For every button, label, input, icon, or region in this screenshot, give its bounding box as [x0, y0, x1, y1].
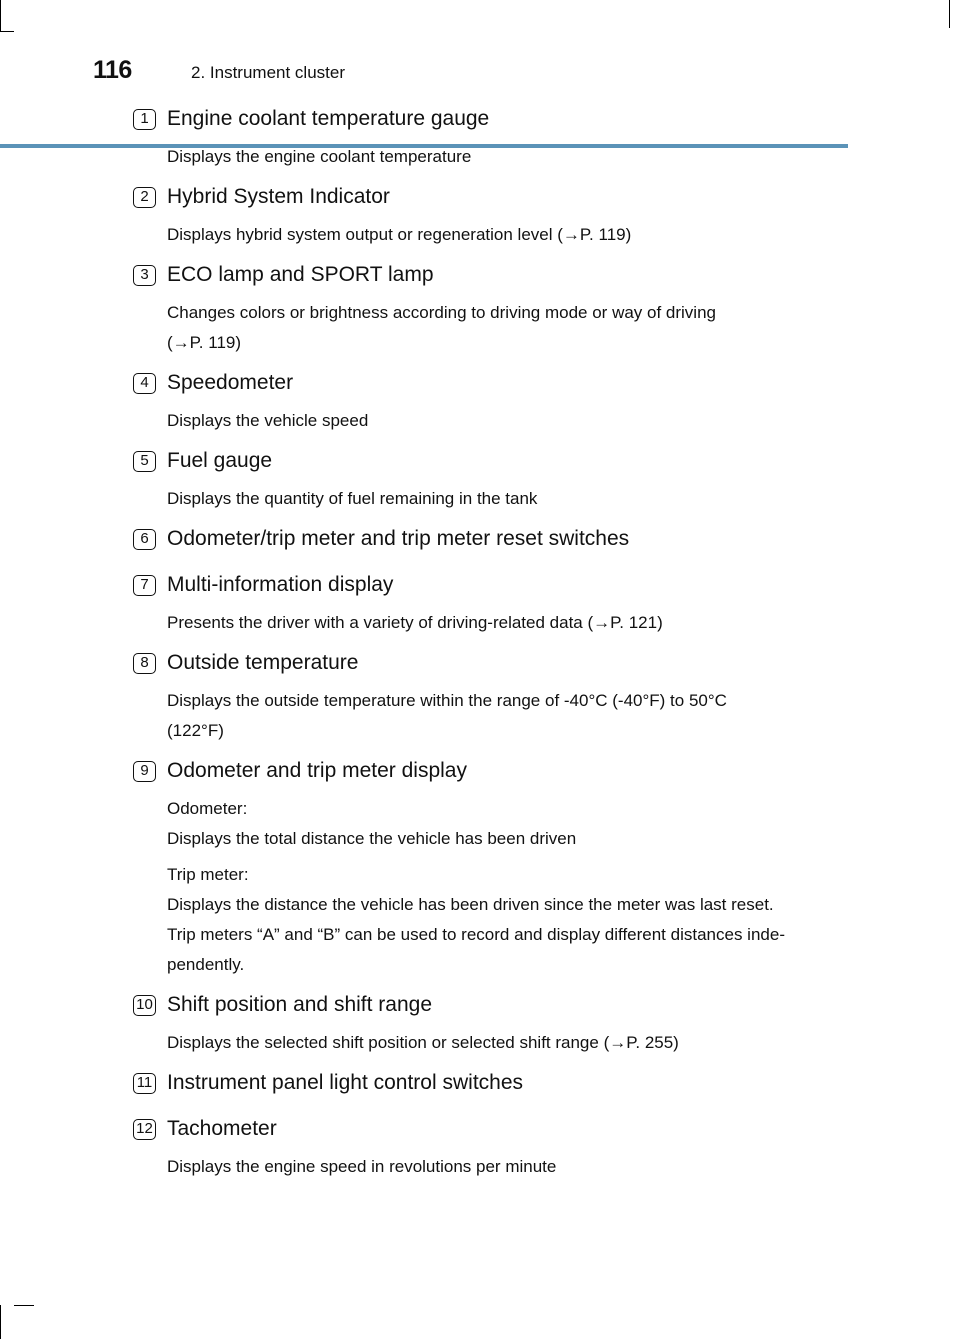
item-description-line: Presents the driver with a variety of driving-related data (→P. 121)	[167, 613, 663, 632]
item-description-line: Displays the engine speed in revolutions per minute	[167, 1157, 557, 1176]
item-description-line: Displays the quantity of fuel remaining in the tank	[167, 489, 538, 508]
item-number-badge: 8	[133, 653, 156, 674]
item-heading	[133, 178, 843, 218]
item-description-line: Displays the distance the vehicle has been driven since the meter was last reset.	[167, 895, 774, 914]
item-number-badge: 10	[133, 995, 156, 1016]
item-description-line: Displays hybrid system output or regeneration level (→P. 119)	[167, 225, 632, 244]
item-title: Hybrid System Indicator	[167, 185, 390, 208]
item-heading	[133, 256, 843, 296]
list-item	[133, 520, 843, 566]
item-number-badge: 6	[133, 529, 156, 550]
crop-mark-top-left-horizontal	[0, 31, 14, 32]
item-heading	[133, 100, 843, 140]
crop-mark-top-right-vertical	[949, 0, 950, 28]
list-item	[133, 986, 843, 1064]
item-heading	[133, 1064, 843, 1104]
item-heading	[133, 442, 843, 482]
item-number-badge: 2	[133, 187, 156, 208]
item-heading	[133, 644, 843, 684]
list-item	[133, 256, 843, 364]
item-title: Fuel gauge	[167, 449, 273, 472]
item-description-line: (→P. 119)	[167, 333, 242, 352]
item-heading	[133, 566, 843, 606]
crop-mark-bottom-left-horizontal	[14, 1305, 34, 1306]
item-title: Outside temperature	[167, 651, 359, 674]
item-title: Multi-information display	[167, 573, 394, 596]
item-title: Engine coolant temperature gauge	[167, 107, 490, 130]
item-number-badge: 12	[133, 1119, 156, 1140]
item-number-badge: 9	[133, 761, 156, 782]
list-item	[133, 1110, 843, 1188]
list-item	[133, 566, 843, 644]
item-description-line: pendently.	[167, 955, 245, 974]
item-heading	[133, 1110, 843, 1150]
item-title: Odometer/trip meter and trip meter reset switches	[167, 527, 630, 550]
page-header	[0, 52, 960, 98]
item-description-line: Trip meter:	[167, 865, 249, 884]
item-title: Instrument panel light control switches	[167, 1071, 524, 1094]
item-spacer	[133, 1182, 843, 1188]
item-title: Odometer and trip meter display	[167, 759, 467, 782]
item-heading	[133, 520, 843, 560]
list-item	[133, 752, 843, 986]
item-heading	[133, 986, 843, 1026]
item-heading	[133, 752, 843, 792]
list-item	[133, 178, 843, 256]
list-item	[133, 1064, 843, 1110]
item-description-line: Trip meters “A” and “B” can be used to record and display different distances inde-	[167, 925, 785, 944]
item-description-line: Displays the total distance the vehicle has been driven	[167, 829, 577, 848]
item-description-line: Changes colors or brightness according to driving mode or way of driving	[167, 303, 716, 322]
item-title: Shift position and shift range	[167, 993, 433, 1016]
item-number-badge: 5	[133, 451, 156, 472]
item-title: ECO lamp and SPORT lamp	[167, 263, 434, 286]
list-item	[133, 644, 843, 752]
item-number-badge: 3	[133, 265, 156, 286]
item-number-badge: 4	[133, 373, 156, 394]
item-number-badge: 1	[133, 109, 156, 130]
item-title: Speedometer	[167, 371, 294, 394]
item-description-line: Displays the vehicle speed	[167, 411, 369, 430]
item-description-line: Displays the engine coolant temperature	[167, 147, 472, 166]
item-list	[133, 100, 843, 1188]
item-description-line: Displays the selected shift position or selected shift range (→P. 255)	[167, 1033, 679, 1052]
item-title: Tachometer	[167, 1117, 277, 1140]
section-title: 2. Instrument cluster	[191, 63, 346, 82]
item-description-line: (122°F)	[167, 721, 224, 740]
list-item	[133, 364, 843, 442]
item-heading	[133, 364, 843, 404]
page-number: 116	[93, 56, 132, 84]
item-number-badge: 11	[133, 1073, 156, 1094]
list-item	[133, 442, 843, 520]
item-description-line: Displays the outside temperature within the range of -40°C (-40°F) to 50°C	[167, 691, 727, 710]
item-description-line: Odometer:	[167, 799, 248, 818]
item-number-badge: 7	[133, 575, 156, 596]
list-item	[133, 100, 843, 178]
crop-mark-bottom-left-vertical	[0, 1305, 1, 1339]
crop-mark-top-left-vertical	[0, 0, 1, 32]
